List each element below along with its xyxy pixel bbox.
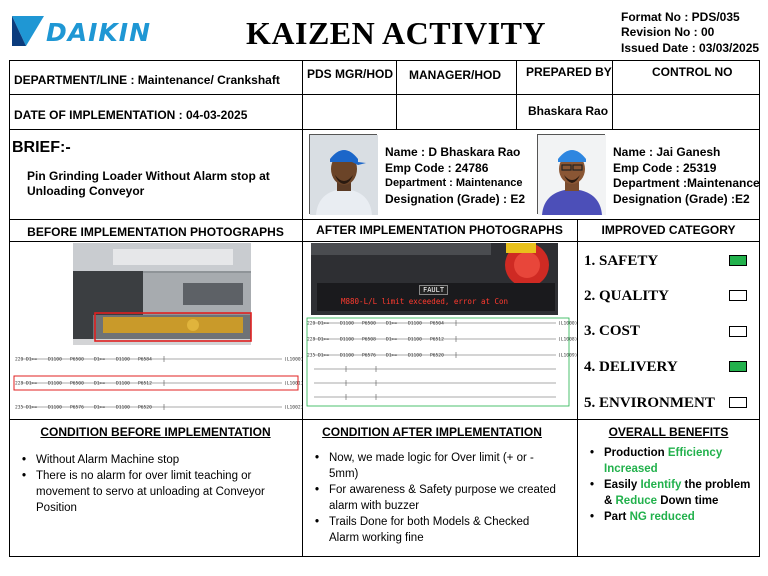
ladder-logic-before xyxy=(14,349,304,416)
ladder-contact-label: D1100 xyxy=(116,381,130,387)
ladder-contact-label: P6584 xyxy=(138,357,152,363)
before-machine-photo xyxy=(73,243,251,345)
category-safety-checkbox[interactable] xyxy=(729,255,747,266)
benefit-text: the problem & xyxy=(604,479,751,507)
list-item: • Now, we made logic for Over limit (+ or - 5mm) xyxy=(311,450,561,482)
ladder-contact-label: P6504 xyxy=(430,321,444,327)
ladder-coil-label: (L1000) xyxy=(284,357,304,363)
manager-header: MANAGER/HOD xyxy=(409,68,501,82)
ladder-contact-label: D1>= xyxy=(26,357,38,363)
person-info-bhaskara xyxy=(385,145,525,207)
ladder-rung-number: 220 xyxy=(307,321,316,327)
ladder-contact-label: D1100 xyxy=(48,357,62,363)
condition-after-heading: CONDITION AFTER IMPLEMENTATION xyxy=(322,425,542,439)
ladder-contact-label: D1100 xyxy=(48,381,62,387)
after-photos-header: AFTER IMPLEMENTATION PHOTOGRAPHS xyxy=(316,223,563,237)
prepared-by-name: Bhaskara Rao xyxy=(528,104,609,118)
benefit-highlight: Efficiency Increased xyxy=(604,447,723,475)
brief-heading: BRIEF:- xyxy=(12,139,71,156)
category-cost-checkbox[interactable] xyxy=(729,326,747,337)
before-ladder-diagram xyxy=(14,349,304,416)
ladder-contact-label: D1>= xyxy=(386,321,398,327)
page-title: KAIZEN ACTIVITY xyxy=(246,15,547,51)
benefit-text: Down time xyxy=(657,495,719,507)
person-info-jai-ganesh xyxy=(613,145,760,207)
ladder-contact-label: D1100 xyxy=(340,353,354,359)
list-item xyxy=(586,445,758,477)
ladder-contact-label: P6576 xyxy=(362,353,376,359)
after-ladder-diagram xyxy=(306,317,578,417)
ladder-contact-label: P6508 xyxy=(362,337,376,343)
ladder-contact-label: D1>= xyxy=(318,337,330,343)
ladder-contact-label: P6500 xyxy=(70,381,84,387)
issued-date: Issued Date : 03/03/2025 xyxy=(621,41,760,55)
ladder-logic-after xyxy=(306,317,578,417)
brief-text: Pin Grinding Loader Without Alarm stop at Unloading Conveyor xyxy=(27,169,270,198)
person-photo-jai-ganesh xyxy=(537,134,605,214)
hmi-fault-label: FAULT xyxy=(419,285,448,295)
list-item: • Trails Done for both Models & Checked Alarm working fine xyxy=(311,514,561,546)
hmi-fault-message: M880-L/L limit exceeded, error at Con xyxy=(341,297,509,306)
list-item: • For awareness & Safety purpose we created alarm with buzzer xyxy=(311,482,561,514)
improved-category-header: IMPROVED CATEGORY xyxy=(601,223,736,237)
ladder-change-box xyxy=(307,318,569,406)
ladder-contact-label: D1100 xyxy=(116,357,130,363)
ladder-contact-label: D1100 xyxy=(408,321,422,327)
pds-mgr-header: PDS MGR/HOD xyxy=(307,67,394,81)
ladder-contact-label: P6512 xyxy=(138,381,152,387)
ladder-contact-label: D1>= xyxy=(386,337,398,343)
ladder-rung-number: 235 xyxy=(15,405,24,411)
person-emp-code: Emp Code : 24786 xyxy=(385,160,489,175)
machine-photo-icon xyxy=(73,243,251,345)
ladder-contact-label: D1>= xyxy=(318,321,330,327)
ladder-contact-label: D1>= xyxy=(94,357,106,363)
category-delivery-checkbox[interactable] xyxy=(729,361,747,372)
ladder-contact-label: D1100 xyxy=(48,405,62,411)
prepared-by-header: PREPARED BY xyxy=(526,65,612,79)
ladder-coil-label: (L1008) xyxy=(558,337,578,343)
person-emp-code: Emp Code : 25319 xyxy=(613,160,717,175)
benefit-highlight: Identify xyxy=(640,479,682,491)
ladder-contact-label: D1>= xyxy=(318,353,330,359)
ladder-contact-label: D1100 xyxy=(116,405,130,411)
ladder-contact-label: P6512 xyxy=(430,337,444,343)
daikin-logo-mark-icon xyxy=(12,16,44,46)
benefit-highlight: NG reduced xyxy=(629,511,695,523)
list-item xyxy=(586,509,758,525)
benefit-text: Part xyxy=(604,511,630,523)
grid-line xyxy=(9,129,760,130)
logo-text: DAIKIN xyxy=(46,18,151,47)
benefit-text: Production xyxy=(604,447,668,459)
category-delivery: 4. DELIVERY xyxy=(584,359,678,375)
date-of-implementation: DATE OF IMPLEMENTATION : 04-03-2025 xyxy=(14,108,248,122)
ladder-coil-label: (L1002) xyxy=(284,405,304,411)
benefit-text: Easily xyxy=(604,479,641,491)
ladder-coil-label: (L1000) xyxy=(558,321,578,327)
grid-line xyxy=(577,219,578,557)
ladder-contact-label: D1>= xyxy=(94,381,106,387)
ladder-contact-label: D1100 xyxy=(340,321,354,327)
person-avatar-icon xyxy=(310,135,378,215)
ladder-contact-label: D1>= xyxy=(26,405,38,411)
category-environment-checkbox[interactable] xyxy=(729,397,747,408)
revision-no: Revision No : 00 xyxy=(621,25,715,39)
benefit-highlight: Reduce xyxy=(615,495,658,507)
category-environment: 5. ENVIRONMENT xyxy=(584,395,715,411)
person-department: Department :Maintenance xyxy=(613,176,760,190)
ladder-rung-number: 220 xyxy=(15,357,24,363)
benefits-list xyxy=(586,445,758,525)
grid-line xyxy=(396,60,397,129)
ladder-contact-label: P6520 xyxy=(430,353,444,359)
ladder-contact-label: D1>= xyxy=(26,381,38,387)
person-avatar-icon xyxy=(538,135,606,215)
daikin-logo xyxy=(12,16,172,48)
grid-line xyxy=(9,241,760,242)
ladder-rung-number: 235 xyxy=(307,353,316,359)
ladder-contact-label: D1>= xyxy=(386,353,398,359)
ladder-coil-label: (L1009) xyxy=(558,353,578,359)
ladder-contact-label: D1100 xyxy=(340,337,354,343)
ladder-contact-label: P6500 xyxy=(362,321,376,327)
grid-line xyxy=(9,419,760,420)
list-item: • Without Alarm Machine stop xyxy=(18,452,288,468)
list-item xyxy=(586,477,758,509)
grid-line xyxy=(612,60,613,129)
department-line: DEPARTMENT/LINE : Maintenance/ Crankshaft xyxy=(14,73,280,87)
ladder-contact-label: D1100 xyxy=(408,353,422,359)
grid-line xyxy=(9,219,760,220)
ladder-contact-label: P6500 xyxy=(70,357,84,363)
category-quality-checkbox[interactable] xyxy=(729,290,747,301)
list-item: • There is no alarm for over limit teaching or movement to servo at unloading at Conveyor Position xyxy=(18,468,288,516)
person-designation: Designation (Grade) :E2 xyxy=(613,191,750,206)
person-photo-bhaskara xyxy=(309,134,377,214)
grid-line xyxy=(516,60,517,129)
grid-line xyxy=(9,94,760,95)
category-quality: 2. QUALITY xyxy=(584,288,670,304)
ladder-contact-label: D1>= xyxy=(94,405,106,411)
format-no: Format No : PDS/035 xyxy=(621,10,740,24)
grid-line xyxy=(302,60,303,557)
condition-before-heading: CONDITION BEFORE IMPLEMENTATION xyxy=(40,425,271,439)
person-name: Name : D Bhaskara Rao xyxy=(385,145,521,159)
ladder-contact-label: P6576 xyxy=(70,405,84,411)
ladder-contact-label: D1100 xyxy=(408,337,422,343)
condition-after-list xyxy=(311,450,561,546)
person-name: Name : Jai Ganesh xyxy=(613,145,721,159)
ladder-coil-label: (L1001) xyxy=(284,381,304,387)
ladder-rung-number: 228 xyxy=(307,337,316,343)
ladder-rung-number: 228 xyxy=(15,381,24,387)
before-photos-header: BEFORE IMPLEMENTATION PHOTOGRAPHS xyxy=(27,225,284,239)
ladder-contact-label: P6520 xyxy=(138,405,152,411)
person-designation: Designation (Grade) : E2 xyxy=(385,191,526,206)
after-hmi-photo xyxy=(311,243,558,315)
overall-benefits-heading: OVERALL BENEFITS xyxy=(608,425,729,439)
condition-before-list xyxy=(18,452,288,516)
category-cost: 3. COST xyxy=(584,323,640,339)
control-no-header: CONTROL NO xyxy=(652,65,733,79)
person-department: Department : Maintenance xyxy=(385,177,523,189)
category-safety: 1. SAFETY xyxy=(584,253,659,269)
